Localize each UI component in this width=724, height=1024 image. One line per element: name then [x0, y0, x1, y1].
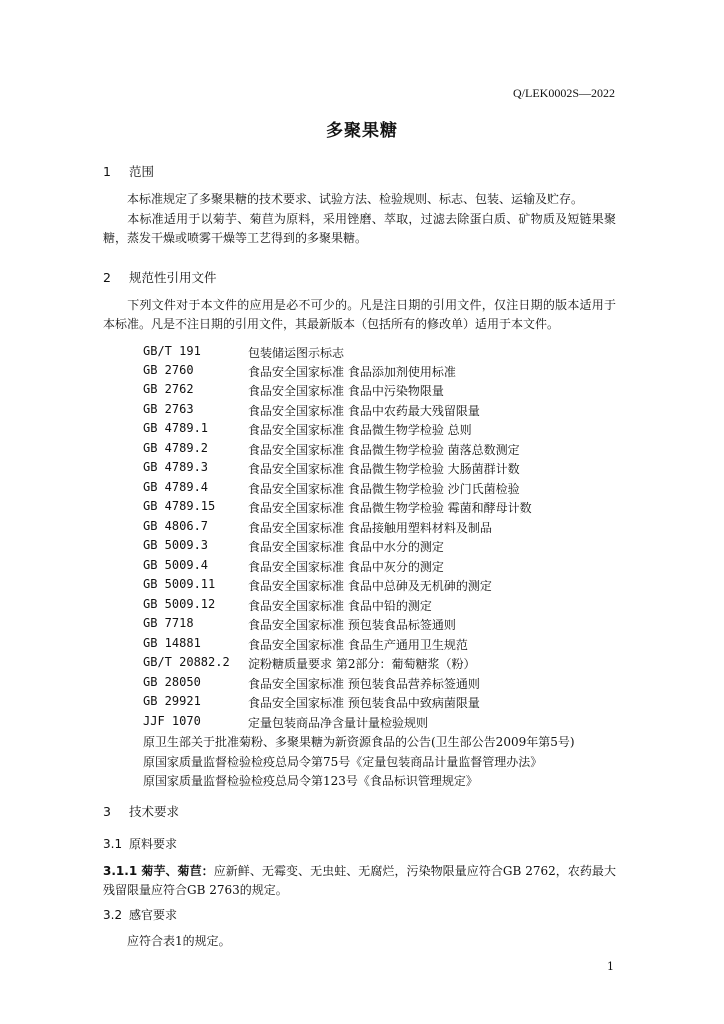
section-1-para-2: 本标准适用于以菊芋、菊苣为原料，采用锉磨、萃取，过滤去除蛋白质、矿物质及短链果聚糖，蒸发干燥或喷雾干燥等工艺得到的多聚果糖。: [103, 212, 616, 245]
ref-code: GB/T 191: [143, 344, 201, 358]
ref-title: 食品安全国家标准 预包装食品标签通则: [248, 618, 456, 632]
ref-title: 食品安全国家标准 食品中农药最大残留限量: [248, 404, 480, 418]
ref-title: 食品安全国家标准 预包装食品中致病菌限量: [248, 696, 480, 710]
ref-code: GB 14881: [143, 636, 201, 650]
ref-code: GB 5009.4: [143, 558, 209, 572]
ref-title: 食品安全国家标准 食品微生物学检验 菌落总数测定: [248, 443, 520, 457]
section-number: 1: [103, 164, 111, 179]
ref-title: 食品安全国家标准 食品微生物学检验 霉菌和酵母计数: [248, 501, 532, 515]
subsection-title: 原料要求: [129, 837, 178, 851]
ref-title: 食品安全国家标准 食品添加剂使用标准: [248, 365, 456, 379]
ref-title: 食品安全国家标准 食品中污染物限量: [248, 384, 444, 398]
section-2-heading: [103, 268, 217, 286]
section-1-para-1: 本标准规定了多聚果糖的技术要求、试验方法、检验规则、标志、包装、运输及贮存。: [127, 192, 584, 206]
section-number: 3: [103, 804, 111, 819]
standard-code: Q/LEK0002S—2022: [513, 86, 615, 100]
ref-title: 食品安全国家标准 食品微生物学检验 总则: [248, 423, 472, 437]
ref-title: 食品安全国家标准 预包装食品营养标签通则: [248, 677, 480, 691]
ref-title: 食品安全国家标准 食品微生物学检验 沙门氏菌检验: [248, 482, 520, 496]
document-title: 多聚果糖: [326, 121, 398, 141]
ref-title: 包装储运图示标志: [248, 346, 345, 360]
ref-code: GB/T 20882.2: [143, 655, 230, 669]
ref-code: GB 2762: [143, 382, 194, 396]
ref-code: GB 7718: [143, 616, 194, 630]
section-3-heading: [103, 802, 179, 820]
ref-code: GB 4789.1: [143, 421, 209, 435]
ref-title: 食品安全国家标准 食品接触用塑料材料及制品: [248, 521, 492, 535]
section-number: 2: [103, 270, 111, 285]
ref-title: 淀粉糖质量要求 第2部分：葡萄糖浆（粉）: [248, 657, 476, 671]
ref-code: GB 4789.2: [143, 441, 209, 455]
extra-reference: 原国家质量监督检验检疫总局令第75号《定量包装商品计量监督管理办法》: [143, 755, 543, 769]
ref-code: GB 5009.11: [143, 577, 216, 591]
ref-code: GB 2763: [143, 402, 194, 416]
ref-title: 食品安全国家标准 食品微生物学检验 大肠菌群计数: [248, 462, 520, 476]
subsection-3-1-heading: [103, 835, 177, 852]
section-1-heading: [103, 162, 154, 180]
clause-3-1-1: [103, 862, 616, 900]
subsection-title: 感官要求: [129, 908, 178, 922]
ref-code: GB 4789.15: [143, 499, 216, 513]
ref-code: GB 29921: [143, 694, 201, 708]
ref-title: 食品安全国家标准 食品中总砷及无机砷的测定: [248, 579, 492, 593]
section-2-intro: 下列文件对于本文件的应用是必不可少的。凡是注日期的引用文件，仅注日期的版本适用于本标准。凡是不注日期的引用文件，其最新版本（包括所有的修改单）适用于本文件。: [103, 298, 616, 331]
ref-code: GB 5009.12: [143, 597, 216, 611]
section-title: 技术要求: [129, 804, 180, 819]
ref-title: 食品安全国家标准 食品中铅的测定: [248, 599, 432, 613]
subsection-3-2-heading: [103, 906, 177, 923]
ref-code: GB 2760: [143, 363, 194, 377]
section-title: 范围: [129, 164, 155, 179]
ref-code: GB 4789.3: [143, 460, 209, 474]
ref-title: 食品安全国家标准 食品生产通用卫生规范: [248, 638, 468, 652]
ref-title: 定量包装商品净含量计量检验规则: [248, 716, 429, 730]
page-number: 1: [607, 960, 614, 973]
ref-code: GB 5009.3: [143, 538, 209, 552]
ref-code: GB 4806.7: [143, 519, 209, 533]
section-title: 规范性引用文件: [129, 270, 217, 285]
ref-code: GB 28050: [143, 675, 201, 689]
ref-code: GB 4789.4: [143, 480, 209, 494]
subsection-3-2-text: 应符合表1的规定。: [127, 934, 231, 948]
subsection-number: 3.2: [103, 908, 123, 922]
clause-text: 应新鲜、无霉变、无虫蛀、无腐烂，污染物限量应符合GB 2762，农药最大残留限量应符合GB 2763的规定。: [103, 864, 616, 897]
ref-title: 食品安全国家标准 食品中水分的测定: [248, 540, 444, 554]
extra-reference: 原国家质量监督检验检疫总局令第123号《食品标识管理规定》: [143, 774, 478, 788]
clause-lead: 3.1.1 菊芋、菊苣：: [103, 864, 214, 878]
ref-title: 食品安全国家标准 食品中灰分的测定: [248, 560, 444, 574]
ref-code: JJF 1070: [143, 714, 201, 728]
subsection-number: 3.1: [103, 837, 123, 851]
extra-reference: 原卫生部关于批准菊粉、多聚果糖为新资源食品的公告(卫生部公告2009年第5号): [143, 735, 575, 749]
